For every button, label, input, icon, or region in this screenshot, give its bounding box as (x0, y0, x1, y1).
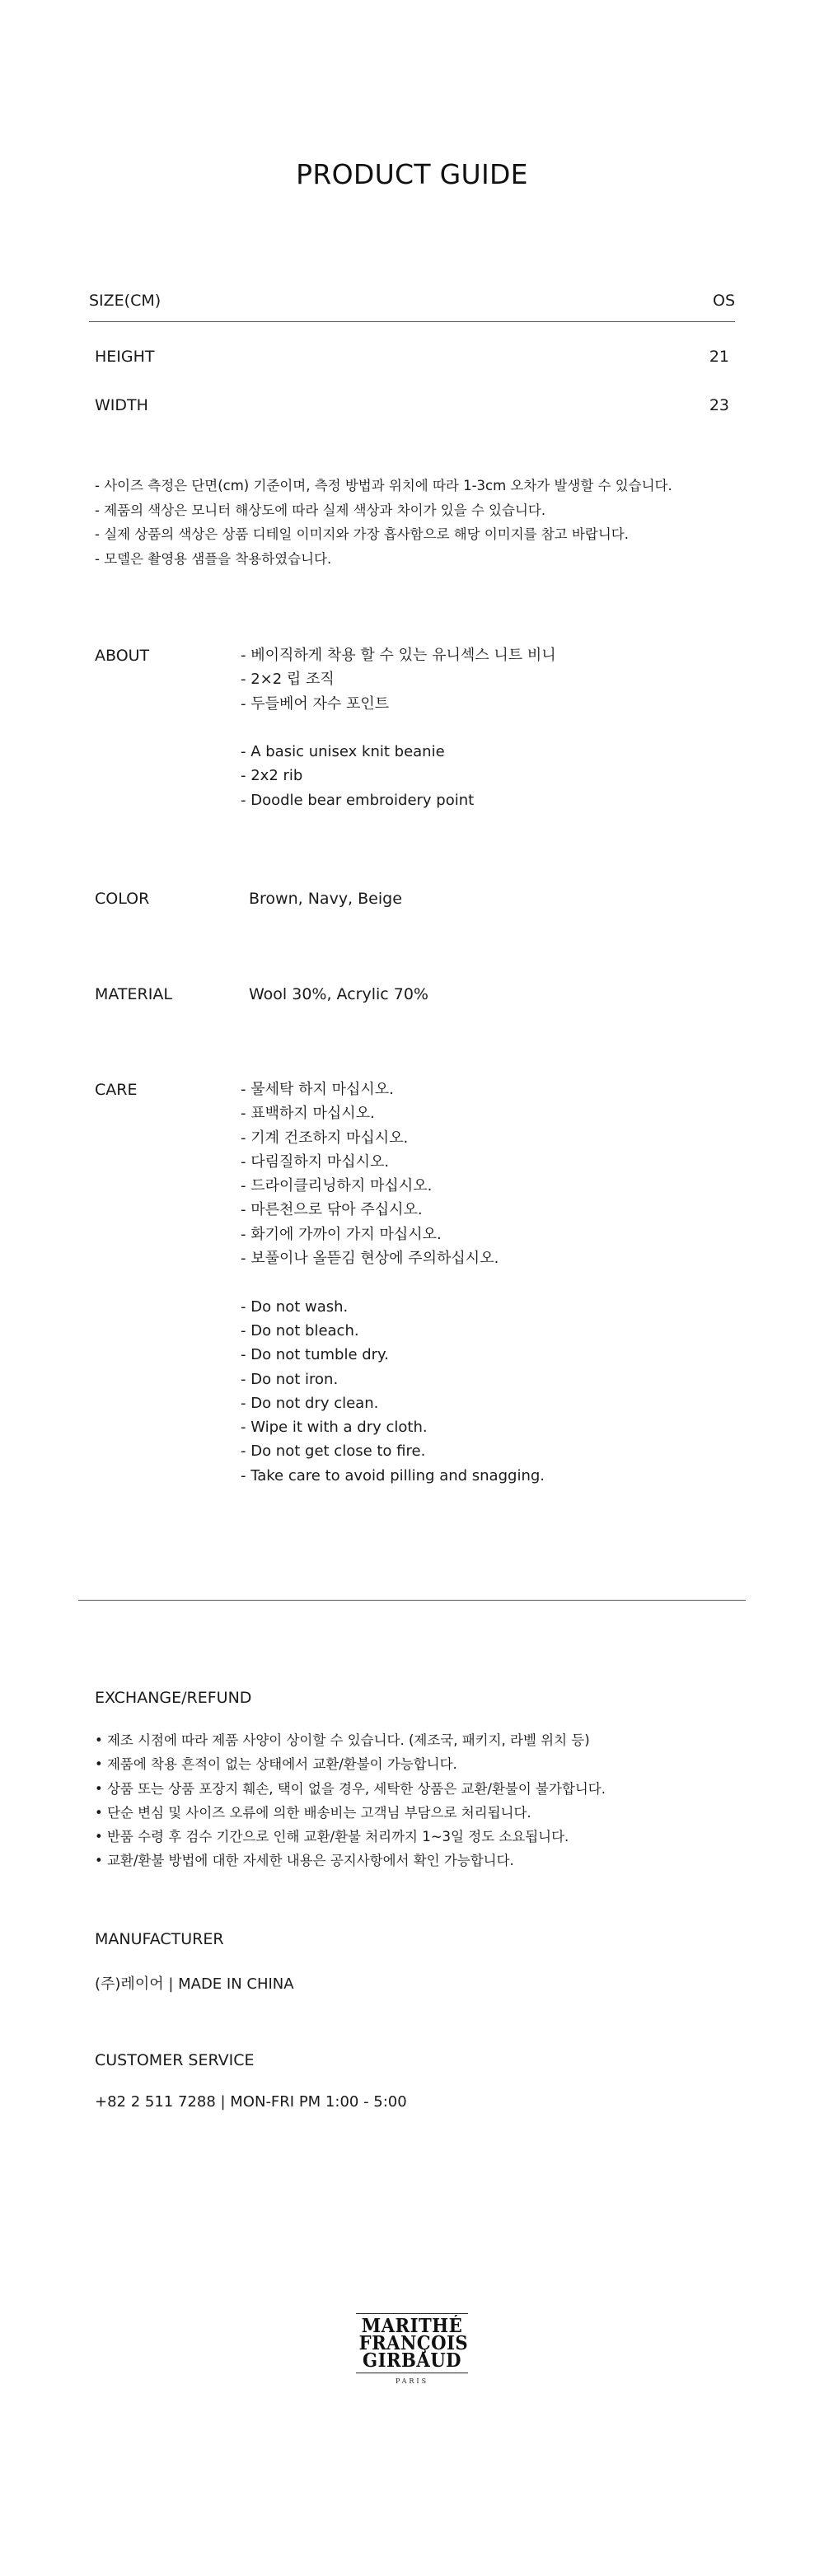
logo-word: MARITHÉ (361, 2315, 463, 2337)
exchange-item: • 단순 변심 및 사이즈 오류에 의한 배송비는 고객님 부담으로 처리됩니다. (95, 1804, 531, 1821)
care-line: - 드라이클리닝하지 마십시오. (241, 1177, 433, 1195)
exchange-title: EXCHANGE/REFUND (95, 1689, 252, 1707)
logo-sub: PARIS (395, 2377, 429, 2385)
care-line: - Do not tumble dry. (241, 1346, 389, 1364)
care-line: - 다림질하지 마십시오. (241, 1152, 390, 1171)
size-note: - 제품의 색상은 모니터 해상도에 따라 실제 색상과 차이가 있을 수 있습니다. (95, 502, 546, 518)
customer-service-title: CUSTOMER SERVICE (95, 2051, 255, 2069)
about-label: ABOUT (95, 647, 150, 665)
about-lines (241, 643, 556, 812)
about-line: - 베이직하게 착용 할 수 있는 유니섹스 니트 비니 (241, 647, 556, 664)
exchange-list (95, 1728, 606, 1873)
size-notes (95, 474, 672, 571)
size-row-width (95, 396, 729, 421)
size-note: - 사이즈 측정은 단면(cm) 기준이며, 측정 방법과 위치에 따라 1-3cm 오차가 발생할 수 있습니다. (95, 478, 672, 493)
care-line: - 물세탁 하지 마십시오. (241, 1081, 394, 1098)
about-line (241, 716, 556, 740)
brand-logo (354, 2313, 470, 2385)
exchange-item: • 반품 수령 후 검수 기간으로 인해 교환/환불 처리까지 1~3일 정도 소요됩니다. (95, 1829, 569, 1845)
care-label: CARE (95, 1081, 138, 1099)
size-note: - 모델은 촬영용 샘플을 착용하였습니다. (95, 550, 332, 567)
about-line: - 두들베어 자수 포인트 (241, 694, 390, 713)
size-column-label: SIZE(CM) (89, 292, 162, 310)
exchange-item: • 상품 또는 상품 포장지 훼손, 택이 없을 경우, 세탁한 상품은 교환/환불이 불가합니다. (95, 1780, 606, 1797)
care-line: - Do not get close to fire. (241, 1442, 426, 1461)
care-line: - 기계 건조하지 마십시오. (241, 1129, 409, 1147)
care-line: - Do not dry clean. (241, 1394, 379, 1412)
care-lines (241, 1078, 545, 1488)
material-value: Wool 30%, Acrylic 70% (249, 985, 428, 1003)
care-line: - 마른천으로 닦아 주십시오. (241, 1201, 423, 1219)
page-title: PRODUCT GUIDE (296, 158, 528, 190)
exchange-item: • 제품에 착용 흔적이 없는 상태에서 교환/환불이 가능합니다. (95, 1756, 457, 1773)
size-os-label: OS (712, 292, 735, 310)
size-table-header (89, 288, 735, 322)
about-line: - Doodle bear embroidery point (241, 791, 475, 809)
care-line (241, 1270, 545, 1294)
size-row-value: 21 (709, 348, 729, 366)
exchange-item: • 교환/환불 방법에 대한 자세한 내용은 공지사항에서 확인 가능합니다. (95, 1853, 514, 1869)
manufacturer-value: (주)레이어 | MADE IN CHINA (95, 1975, 294, 1993)
exchange-item: • 제조 시점에 따라 제품 사양이 상이할 수 있습니다. (제조국, 패키지, 라벨 위치 등) (95, 1732, 590, 1748)
care-line: - Take care to avoid pilling and snagging. (241, 1466, 545, 1484)
care-line: - Do not bleach. (241, 1321, 359, 1339)
customer-service-value: +82 2 511 7288 | MON-FRI PM 1:00 - 5:00 (95, 2093, 407, 2111)
size-row-value: 23 (709, 396, 729, 414)
about-line: - A basic unisex knit beanie (241, 743, 445, 761)
size-row-label: WIDTH (95, 396, 148, 414)
care-line: - 화기에 가까이 가지 마십시오. (241, 1225, 442, 1243)
size-row-height (95, 348, 729, 372)
manufacturer-title: MANUFACTURER (95, 1930, 224, 1948)
color-label: COLOR (95, 890, 150, 908)
about-line: - 2x2 rib (241, 767, 303, 785)
care-line: - 표백하지 마십시오. (241, 1105, 375, 1123)
logo-word: GIRBAUD (363, 2349, 461, 2372)
section-divider (78, 1600, 746, 1601)
care-line: - Do not iron. (241, 1370, 339, 1388)
size-row-label: HEIGHT (95, 348, 155, 366)
size-note: - 실제 상품의 색상은 상품 디테일 이미지와 가장 흡사함으로 해당 이미지를 참고 바랍니다. (95, 526, 629, 542)
material-label: MATERIAL (95, 985, 172, 1003)
care-line: - Wipe it with a dry cloth. (241, 1419, 428, 1437)
care-line: - Do not wash. (241, 1297, 349, 1316)
about-line: - 2×2 립 조직 (241, 671, 335, 689)
logo-word: FRANÇOIS (358, 2332, 469, 2354)
care-line: - 보풀이나 올뜯김 현상에 주의하십시오. (241, 1250, 499, 1268)
color-value: Brown, Navy, Beige (249, 890, 402, 908)
